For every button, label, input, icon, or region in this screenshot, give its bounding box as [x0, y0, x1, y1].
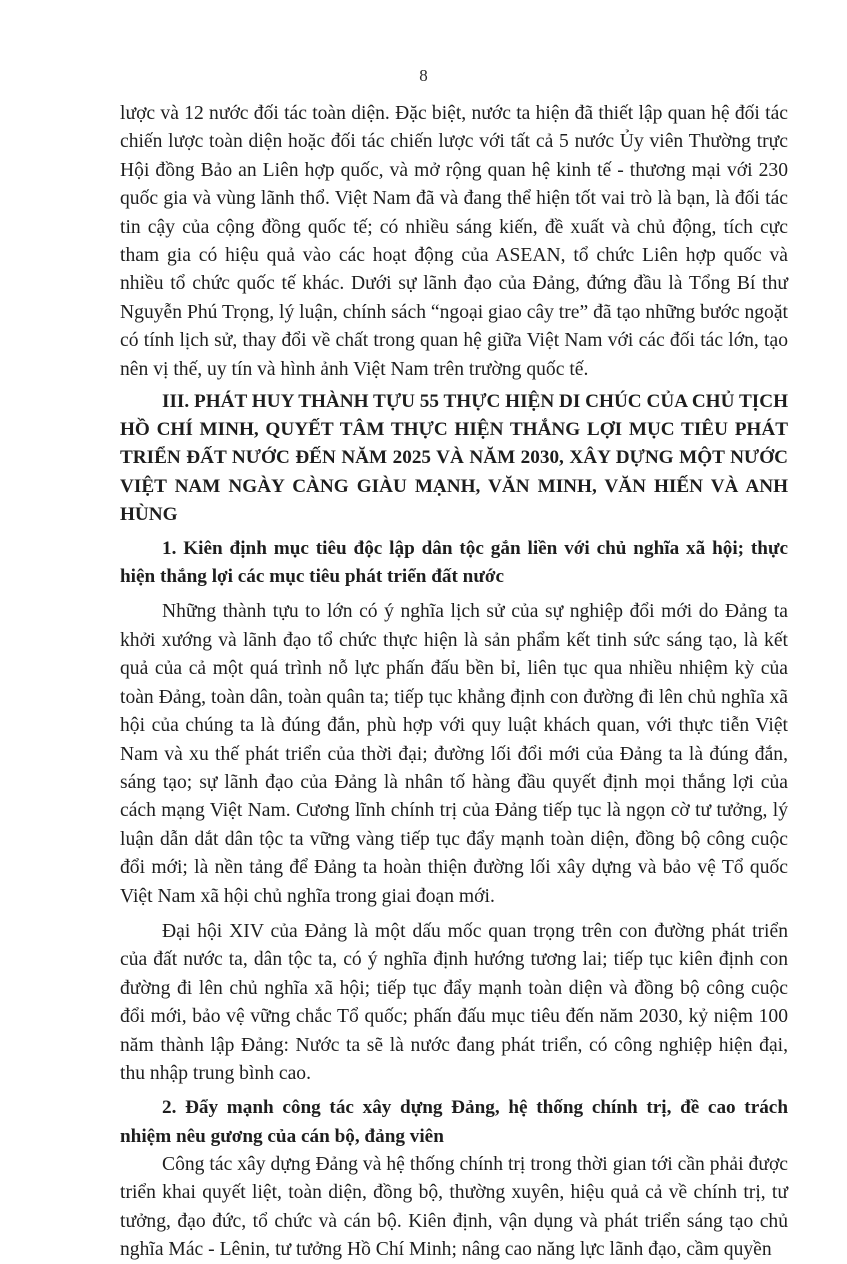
- page-number: 8: [419, 66, 428, 85]
- document-body: [120, 100, 788, 1264]
- paragraph-achievements: Những thành tựu to lớn có ý nghĩa lịch sử của sự nghiệp đổi mới do Đảng ta khởi xướng và lãnh đạo tổ chức thực hiện là sản phẩm kết tinh sức sáng tạo, là kết quả của cả một quá trình nỗ lực phấn đấu bền bỉ, liên tục qua nhiều nhiệm kỳ của toàn Đảng, toàn dân, toàn quân ta; tiếp tục khẳng định con đường đi lên chủ nghĩa xã hội của chúng ta là đúng đắn, phù hợp với quy luật khách quan, với thực tiễn Việt Nam và xu thế phát triển của thời đại; đường lối đổi mới của Đảng ta là đúng đắn, sáng tạo; sự lãnh đạo của Đảng là nhân tố hàng đầu quyết định mọi thắng lợi của cách mạng Việt Nam. Cương lĩnh chính trị của Đảng tiếp tục là ngọn cờ tư tưởng, lý luận dẫn dắt dân tộc ta vững vàng tiếp tục đẩy mạnh toàn diện, đồng bộ công cuộc đổi mới; là nền tảng để Đảng ta hoàn thiện đường lối xây dựng và bảo vệ Tổ quốc Việt Nam xã hội chủ nghĩa trong giai đoạn mới.: [120, 601, 788, 907]
- subsection-heading-1: 1. Kiên định mục tiêu độc lập dân tộc gắn liền với chủ nghĩa xã hội; thực hiện thắng lợi các mục tiêu phát triển đất nước: [120, 538, 788, 588]
- section-heading-iii: III. PHÁT HUY THÀNH TỰU 55 THỰC HIỆN DI CHÚC CỦA CHỦ TỊCH HỒ CHÍ MINH, QUYẾT TÂM THỰC HIỆN THẮNG LỢI MỤC TIÊU PHÁT TRIỂN ĐẤT NƯỚC ĐẾN NĂM 2025 VÀ NĂM 2030, XÂY DỰNG MỘT NƯỚC VIỆT NAM NGÀY CÀNG GIÀU MẠNH, VĂN MINH, VĂN HIẾN VÀ ANH HÙNG: [120, 391, 788, 525]
- subsection-heading-2: 2. Đẩy mạnh công tác xây dựng Đảng, hệ thống chính trị, đề cao trách nhiệm nêu gương của cán bộ, đảng viên: [120, 1097, 788, 1147]
- paragraph-continuation: lược và 12 nước đối tác toàn diện. Đặc biệt, nước ta hiện đã thiết lập quan hệ đối tác chiến lược toàn diện hoặc đối tác chiến lược với tất cả 5 nước Ủy viên Thường trực Hội đồng Bảo an Liên hợp quốc, và mở rộng quan hệ kinh tế - thương mại với 230 quốc gia và vùng lãnh thổ. Việt Nam đã và đang thể hiện tốt vai trò là bạn, là đối tác tin cậy của cộng đồng quốc tế; có nhiều sáng kiến, đề xuất và chủ động, tích cực tham gia có hiệu quả vào các hoạt động của ASEAN, tổ chức Liên hợp quốc và nhiều tổ chức quốc tế khác. Dưới sự lãnh đạo của Đảng, đứng đầu là Tổng Bí thư Nguyễn Phú Trọng, lý luận, chính sách “ngoại giao cây tre” đã tạo những bước ngoặt có tính lịch sử, thay đổi về chất trong quan hệ giữa Việt Nam với các đối tác lớn, tạo nên vị thế, uy tín và hình ảnh Việt Nam trên trường quốc tế.: [120, 103, 788, 380]
- paragraph-congress-xiv: Đại hội XIV của Đảng là một dấu mốc quan trọng trên con đường phát triển của đất nước ta, dân tộc ta, có ý nghĩa định hướng tương lai; tiếp tục kiên định con đường đi lên chủ nghĩa xã hội; tiếp tục đẩy mạnh toàn diện và đồng bộ công cuộc đổi mới, bảo vệ vững chắc Tổ quốc; phấn đấu mục tiêu đến năm 2030, kỷ niệm 100 năm thành lập Đảng: Nước ta sẽ là nước đang phát triển, có công nghiệp hiện đại, thu nhập trung bình cao.: [120, 920, 788, 1084]
- paragraph-party-building: Công tác xây dựng Đảng và hệ thống chính trị trong thời gian tới cần phải được triển khai quyết liệt, toàn diện, đồng bộ, thường xuyên, hiệu quả cả về chính trị, tư tưởng, đạo đức, tổ chức và cán bộ. Kiên định, vận dụng và phát triển sáng tạo chủ nghĩa Mác - Lênin, tư tưởng Hồ Chí Minh; nâng cao năng lực lãnh đạo, cầm quyền: [120, 1153, 788, 1261]
